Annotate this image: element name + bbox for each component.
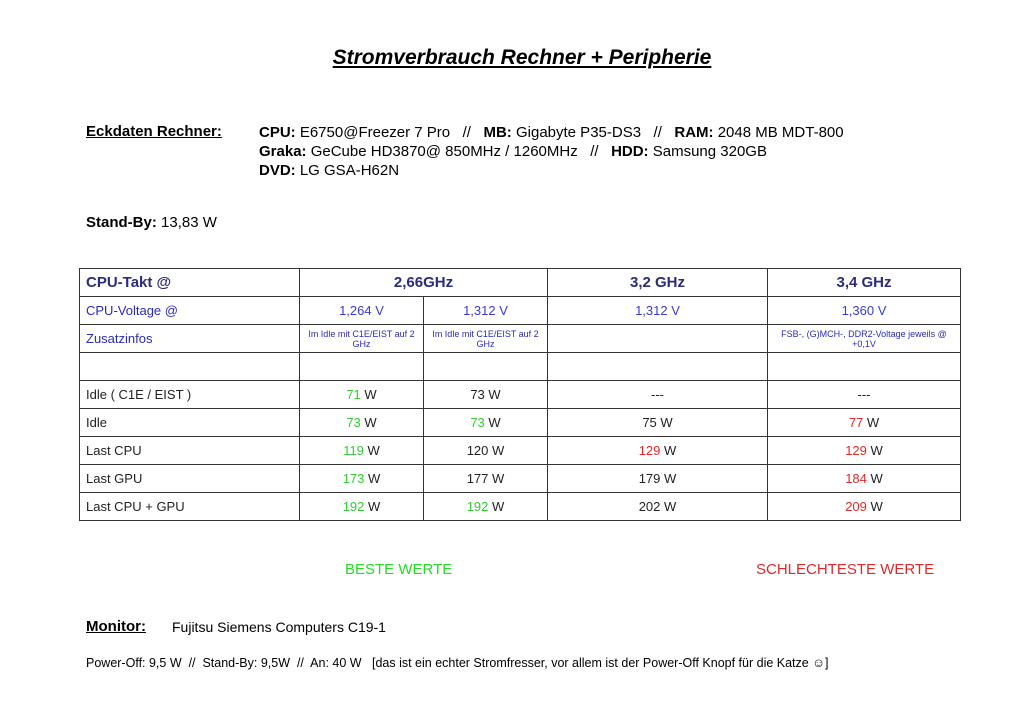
voltage-cell: 1,360 V (768, 297, 961, 325)
header-label: CPU-Takt @ (80, 269, 300, 297)
info-row (80, 325, 961, 353)
row-label: Last GPU (80, 465, 300, 493)
value-cell: 184 W (768, 465, 961, 493)
header-group-34: 3,4 GHz (768, 269, 961, 297)
page-title: Stromverbrauch Rechner + Peripherie (332, 46, 712, 69)
header-row (80, 269, 961, 297)
graka-key: Graka: (259, 143, 307, 160)
value-cell: 179 W (548, 465, 768, 493)
value-cell: 73 W (424, 409, 548, 437)
info-cell: Im Idle mit C1E/EIST auf 2 GHz (424, 325, 548, 353)
hdd-key: HDD: (611, 143, 649, 160)
table-row (80, 409, 961, 437)
value-cell: 71 W (300, 381, 424, 409)
voltage-label: CPU-Voltage @ (80, 297, 300, 325)
value-cell: 129 W (548, 437, 768, 465)
table-row (80, 381, 961, 409)
dvd-value: LG GSA-H62N (295, 162, 400, 179)
ram-key: RAM: (674, 124, 714, 141)
monitor-stats: Power-Off: 9,5 W // Stand-By: 9,5W // An: 40 W [das ist ein echter Stromfresser, vor allem ist der Power-Off Knopf für die Katze ☺] (86, 656, 829, 670)
row-label: Last CPU + GPU (80, 493, 300, 521)
info-cell: Im Idle mit C1E/EIST auf 2 GHz (300, 325, 424, 353)
spec-line-2 (259, 142, 844, 161)
standby-label: Stand-By: (86, 214, 157, 231)
eckdaten-specs (259, 123, 844, 180)
cpu-value: E6750@Freezer 7 Pro // (295, 124, 484, 141)
table-row (80, 437, 961, 465)
hdd-value: Samsung 320GB (648, 143, 767, 160)
value-cell: 202 W (548, 493, 768, 521)
header-group-266: 2,66GHz (300, 269, 548, 297)
cpu-key: CPU: (259, 124, 296, 141)
eckdaten-label: Eckdaten Rechner: (86, 123, 222, 140)
legend-worst: SCHLECHTESTE WERTE (756, 561, 935, 578)
value-cell: 177 W (424, 465, 548, 493)
info-cell (548, 325, 768, 353)
voltage-cell: 1,312 V (424, 297, 548, 325)
spec-line-3 (259, 161, 844, 180)
graka-value: GeCube HD3870@ 850MHz / 1260MHz // (306, 143, 612, 160)
legend-best: BESTE WERTE (345, 561, 453, 578)
spacer-row (80, 353, 961, 381)
value-cell: 73 W (300, 409, 424, 437)
value-cell: 73 W (424, 381, 548, 409)
monitor-label: Monitor: (86, 618, 146, 635)
value-cell: 173 W (300, 465, 424, 493)
value-cell: 129 W (768, 437, 961, 465)
row-label: Idle ( C1E / EIST ) (80, 381, 300, 409)
value-cell: 119 W (300, 437, 424, 465)
value-cell: 75 W (548, 409, 768, 437)
mb-value: Gigabyte P35-DS3 // (511, 124, 675, 141)
value-cell: 209 W (768, 493, 961, 521)
row-label: Last CPU (80, 437, 300, 465)
mb-key: MB: (483, 124, 512, 141)
info-label: Zusatzinfos (80, 325, 300, 353)
value-cell: --- (548, 381, 768, 409)
table-row (80, 465, 961, 493)
spec-line-1 (259, 123, 844, 142)
value-cell: 192 W (300, 493, 424, 521)
dvd-key: DVD: (259, 162, 296, 179)
value-cell: 120 W (424, 437, 548, 465)
info-cell: FSB-, (G)MCH-, DDR2-Voltage jeweils @ +0,1V (768, 325, 961, 353)
voltage-cell: 1,264 V (300, 297, 424, 325)
standby-line (86, 214, 217, 231)
ram-value: 2048 MB MDT-800 (713, 124, 844, 141)
table-row (80, 493, 961, 521)
voltage-row (80, 297, 961, 325)
power-table (79, 268, 961, 521)
row-label: Idle (80, 409, 300, 437)
value-cell: 192 W (424, 493, 548, 521)
monitor-name: Fujitsu Siemens Computers C19-1 (172, 619, 386, 635)
header-group-32: 3,2 GHz (548, 269, 768, 297)
voltage-cell: 1,312 V (548, 297, 768, 325)
value-cell: 77 W (768, 409, 961, 437)
standby-value: 13,83 W (161, 214, 217, 231)
value-cell: --- (768, 381, 961, 409)
